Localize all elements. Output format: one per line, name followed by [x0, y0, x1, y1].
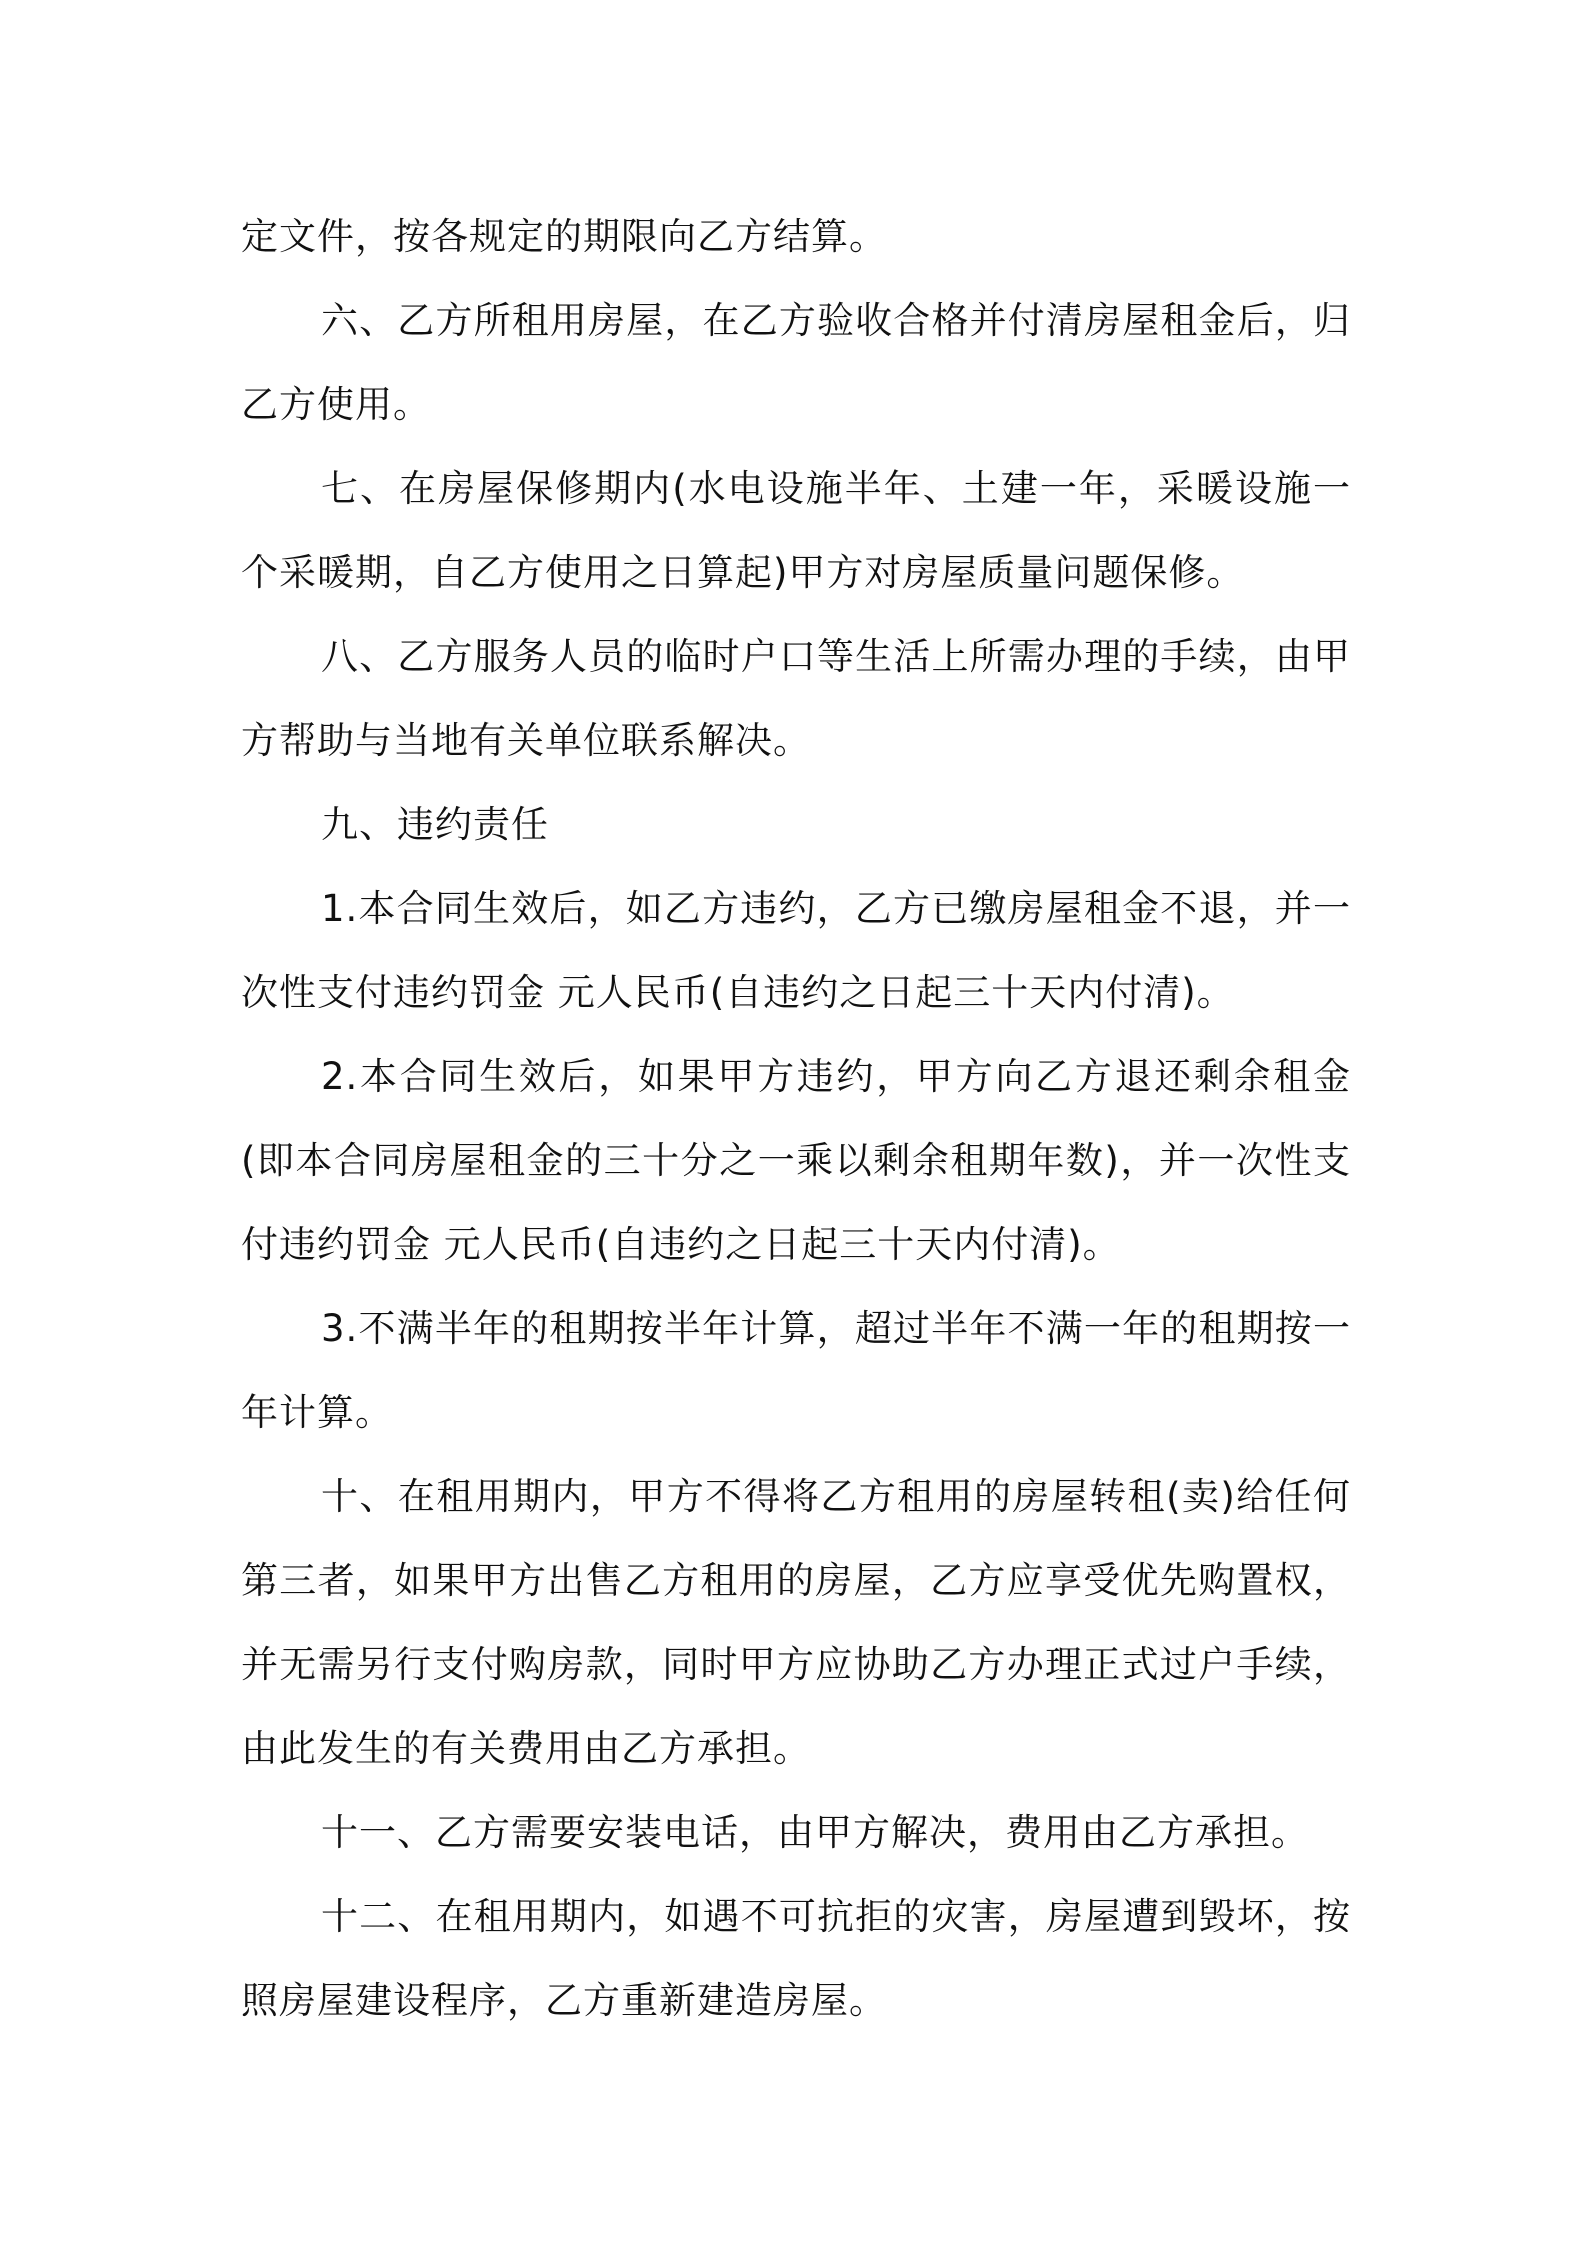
paragraph-continuation: 定文件，按各规定的期限向乙方结算。: [241, 215, 887, 258]
paragraph-clause-9-1: 1.本合同生效后，如乙方违约，乙方已缴房屋租金不退，并一次性支付违约罚金 元人民币(自违约之日起三十天内付清)。: [241, 887, 1351, 1014]
paragraph-clause-9-2: 2.本合同生效后，如果甲方违约，甲方向乙方退还剩余租金(即本合同房屋租金的三十分之一乘以剩余租期年数)，并一次性支付违约罚金 元人民币(自违约之日起三十天内付清)。: [241, 1055, 1351, 1266]
paragraph-clause-12: 十二、在租用期内，如遇不可抗拒的灾害，房屋遭到毁坏，按照房屋建设程序，乙方重新建造房屋。: [241, 1895, 1351, 2022]
heading-clause-9: 九、违约责任: [321, 803, 549, 846]
document-body: [241, 195, 1351, 2043]
paragraph-clause-8: 八、乙方服务人员的临时户口等生活上所需办理的手续，由甲方帮助与当地有关单位联系解决。: [241, 635, 1351, 762]
paragraph-clause-9-3: 3.不满半年的租期按半年计算，超过半年不满一年的租期按一年计算。: [241, 1307, 1351, 1434]
paragraph-clause-6: 六、乙方所租用房屋，在乙方验收合格并付清房屋租金后，归乙方使用。: [241, 299, 1351, 426]
paragraph-clause-11: 十一、乙方需要安装电话，由甲方解决，费用由乙方承担。: [321, 1811, 1309, 1854]
paragraph-clause-10: 十、在租用期内，甲方不得将乙方租用的房屋转租(卖)给任何第三者，如果甲方出售乙方租用的房屋，乙方应享受优先购置权，并无需另行支付购房款，同时甲方应协助乙方办理正式过户手续，由此发生的有关费用由乙方承担。: [241, 1475, 1351, 1770]
paragraph-clause-7: 七、在房屋保修期内(水电设施半年、土建一年，采暖设施一个采暖期，自乙方使用之日算起)甲方对房屋质量问题保修。: [241, 467, 1351, 594]
